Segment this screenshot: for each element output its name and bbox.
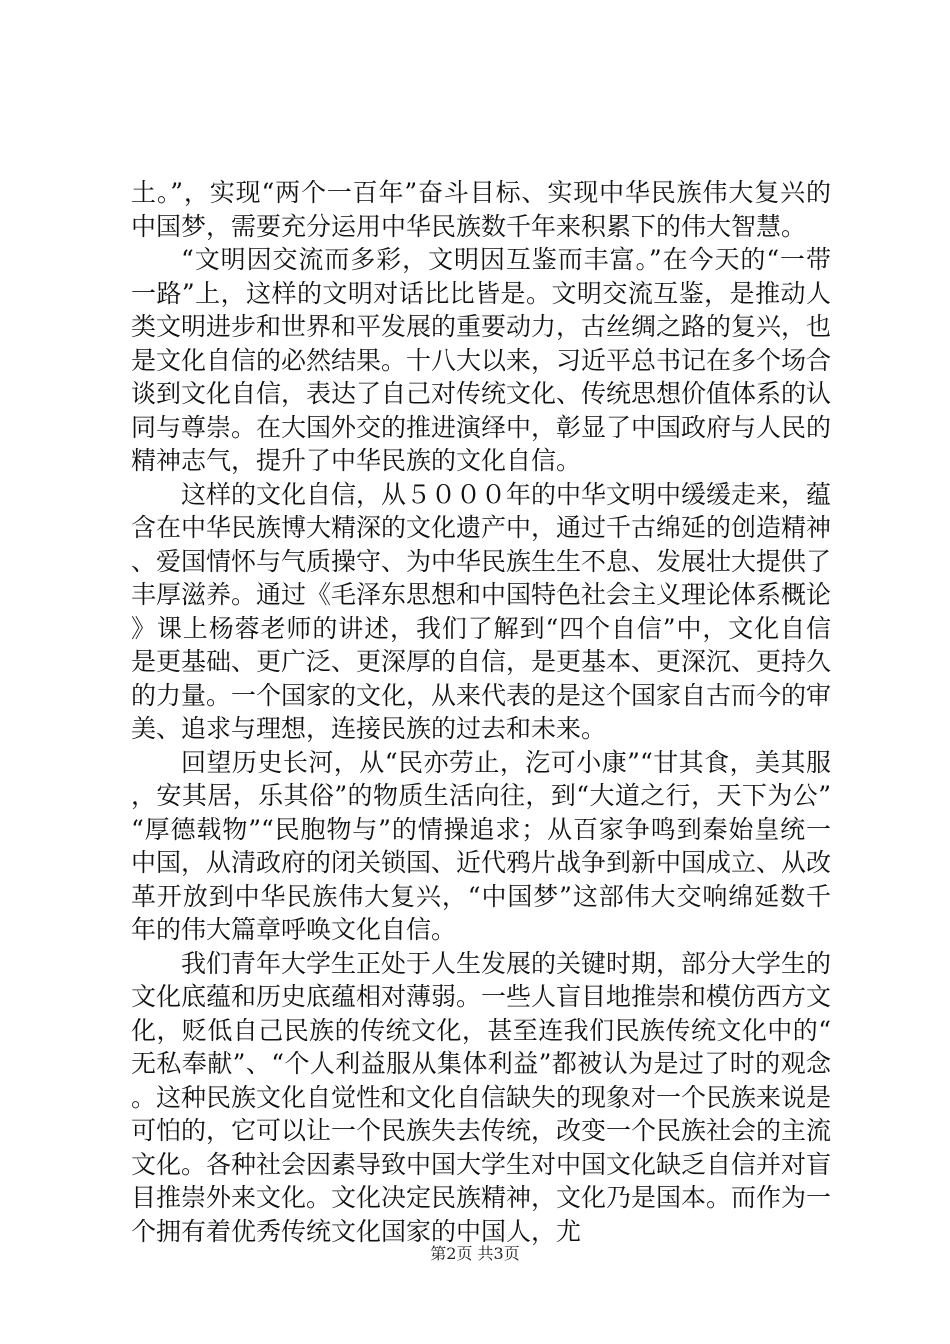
paragraph-continuation: 土。”，实现“两个一百年”奋斗目标、实现中华民族伟大复兴的中国梦，需要充分运用中华民族数千年来积累下的伟大智慧。 [131,178,831,241]
paragraph-civilization-exchange: “文明因交流而多彩，文明因互鉴而丰富。”在今天的“一带一路”上，这样的文明对话比比皆是。文明交流互鉴，是推动人类文明进步和世界和平发展的重要动力，古丝绸之路的复兴，也是文化自信的必然结果。十八大以来，习近平总书记在多个场合谈到文化自信，表达了自己对传统文化、传统思想价值体系的认同与尊崇。在大国外交的推进演绎中，彰显了中国政府与人民的精神志气，提升了中华民族的文化自信。 [131,245,832,475]
paragraph-history: 回望历史长河，从“民亦劳止，汔可小康”“甘其食，美其服，安其居，乐其俗”的物质生活向往，到“大道之行，天下为公”“厚德载物”“民胞物与”的情操追求；从百家争鸣到秦始皇统一中国，从清政府的闭关锁国、近代鸦片战争到新中国成立、从改革开放到中华民族伟大复兴，“中国梦”这部伟大交响绵延数千年的伟大篇章呼唤文化自信。 [131,747,832,944]
document-body [131,176,831,1248]
page-number-footer: 第2页 共3页 [430,1244,520,1263]
paragraph-students: 我们青年大学生正处于人生发展的关键时期，部分大学生的文化底蕴和历史底蕴相对薄弱。一些人盲目地推崇和模仿西方文化，贬低自己民族的传统文化，甚至连我们民族传统文化中的“无私奉献”、“个人利益服从集体利益”都被认为是过了时的观念。这种民族文化自觉性和文化自信缺失的现象对一个民族来说是可怕的，它可以让一个民族失去传统，改变一个民族社会的主流文化。各种社会因素导致中国大学生对中国文化缺乏自信并对盲目推崇外来文化。文化决定民族精神，文化乃是国本。而作为一个拥有着优秀传统文化国家的中国人，尤 [131,948,832,1246]
paragraph-cultural-confidence: 这样的文化自信，从５０００年的中华文明中缓缓走来，蕴含在中华民族博大精深的文化遗产中，通过千古绵延的创造精神、爱国情怀与气质操守、为中华民族生生不息、发展壮大提供了丰厚滋养。通过《毛泽东思想和中国特色社会主义理论体系概论》课上杨蓉老师的讲述，我们了解到“四个自信”中，文化自信是更基础、更广泛、更深厚的自信，是更基本、更深沉、更持久的力量。一个国家的文化，从来代表的是这个国家自古而今的审美、追求与理想，连接民族的过去和未来。 [131,479,832,743]
